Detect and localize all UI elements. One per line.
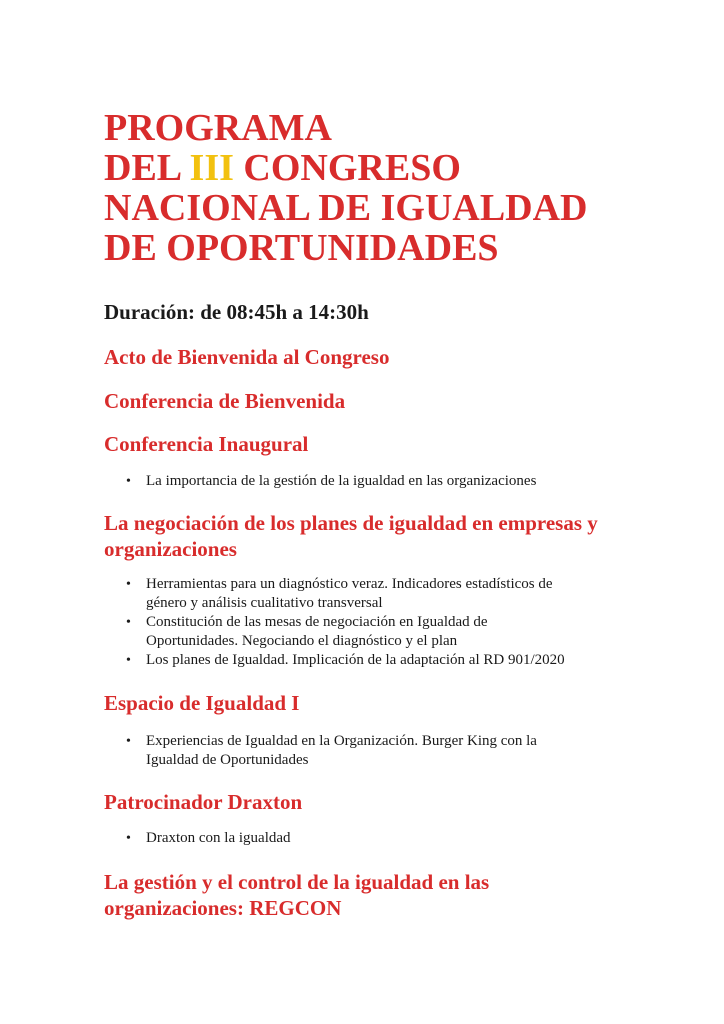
bullet-list — [126, 575, 646, 670]
list-item-line: Experiencias de Igualdad en la Organización. Burger King con la — [146, 733, 537, 749]
section-heading — [104, 431, 308, 457]
bullet-list — [126, 732, 646, 770]
section-heading-line: organizaciones — [104, 537, 237, 561]
title-line-2-prefix: DEL — [104, 147, 190, 189]
bullet-icon: • — [126, 577, 131, 592]
bullet-icon: • — [126, 615, 131, 630]
list-item-line: Herramientas para un diagnóstico veraz. Indicadores estadísticos de — [146, 576, 553, 592]
section-heading-line: Conferencia de Bienvenida — [104, 389, 346, 413]
title-line-1: PROGRAMA — [104, 107, 332, 149]
bullet-list — [126, 472, 646, 491]
bullet-list — [126, 829, 646, 848]
section-heading — [104, 690, 299, 716]
section-heading-line: Patrocinador Draxton — [104, 790, 303, 814]
list-item — [126, 829, 646, 848]
list-item — [126, 651, 646, 670]
title-line-4: DE OPORTUNIDADES — [104, 227, 499, 269]
section-heading — [104, 344, 389, 370]
page-title — [104, 108, 588, 268]
section-heading-line: Espacio de Igualdad I — [104, 691, 300, 715]
section-heading — [104, 388, 345, 414]
section-heading-line: La negociación de los planes de igualdad en empresas y — [104, 511, 598, 535]
list-item-line: Draxton con la igualdad — [146, 830, 291, 846]
section-heading-line: Conferencia Inaugural — [104, 432, 309, 456]
list-item-line: Oportunidades. Negociando el diagnóstico y el plan — [146, 633, 458, 649]
duration-text: Duración: de 08:45h a 14:30h — [104, 300, 369, 324]
bullet-icon: • — [126, 474, 131, 489]
list-item — [126, 575, 646, 613]
title-roman-numeral: III — [189, 147, 234, 189]
title-line-3: NACIONAL DE IGUALDAD — [104, 187, 588, 229]
section-heading-line: Acto de Bienvenida al Congreso — [104, 345, 390, 369]
section-heading — [104, 789, 302, 815]
list-item — [126, 613, 646, 651]
bullet-icon: • — [126, 831, 131, 846]
title-line-2-suffix: CONGRESO — [233, 147, 461, 189]
list-item-line: La importancia de la gestión de la igualdad en las organizaciones — [146, 473, 537, 489]
section-heading — [104, 869, 489, 921]
list-item — [126, 732, 646, 770]
list-item-line: Constitución de las mesas de negociación en Igualdad de — [146, 614, 488, 630]
list-item-line: Los planes de Igualdad. Implicación de la adaptación al RD 901/2020 — [146, 652, 565, 668]
bullet-icon: • — [126, 653, 131, 668]
list-item — [126, 472, 646, 491]
list-item-line: género y análisis cualitativo transversal — [146, 595, 383, 611]
list-item-line: Igualdad de Oportunidades — [146, 752, 309, 768]
section-heading-line: organizaciones: REGCON — [104, 896, 342, 920]
title-line-2 — [104, 148, 588, 188]
section-heading — [104, 510, 598, 562]
section-heading-line: La gestión y el control de la igualdad en las — [104, 870, 490, 894]
bullet-icon: • — [126, 734, 131, 749]
